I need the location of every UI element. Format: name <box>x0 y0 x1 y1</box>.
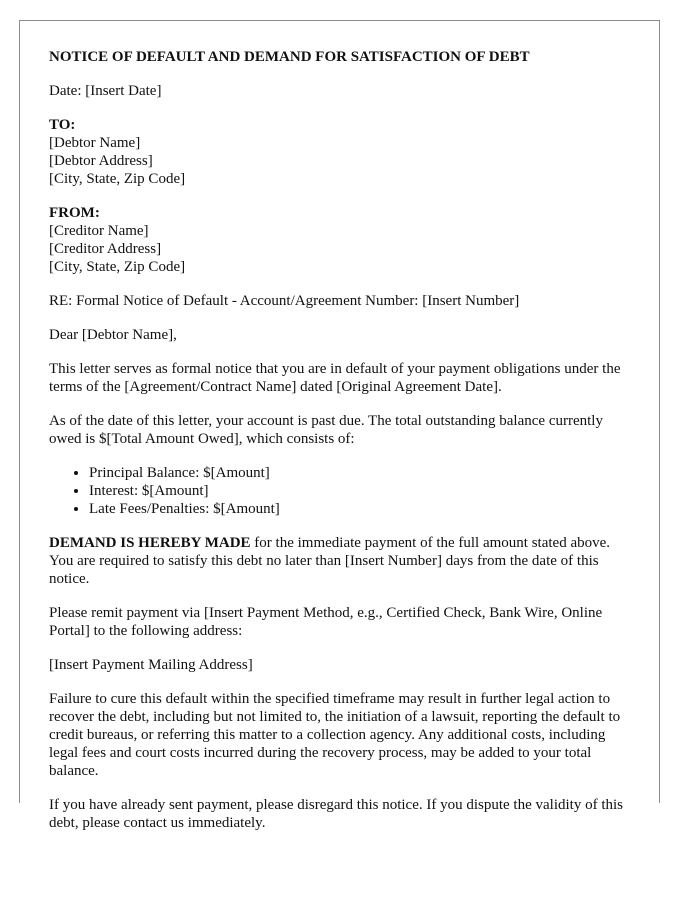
from-label: FROM: <box>49 205 100 221</box>
letter-content <box>20 21 659 832</box>
letter-title: NOTICE OF DEFAULT AND DEMAND FOR SATISFACTION OF DEBT <box>49 49 530 65</box>
creditor-city-state-zip: [City, State, Zip Code] <box>49 259 186 275</box>
paragraph-consequences: Failure to cure this default within the specified timeframe may result in further legal action to recover the debt, including but not limited to, the initiation of a lawsuit, reporting the default to credit bureaus, or referring this matter to a collection agency. Any additional costs, including legal fees and court costs incurred during the recovery process, may be added to your total balance. <box>49 691 621 779</box>
paragraph-default-notice: This letter serves as formal notice that you are in default of your payment obligations under the terms of the [Agreement/Contract Name] dated [Original Agreement Date]. <box>49 361 621 395</box>
letter-page <box>19 20 660 831</box>
demand-text: for the immediate payment of the full amount stated above. You are required to satisfy this debt no later than [Insert Number] days from the date of this notice. <box>49 535 611 587</box>
list-item-interest: • Interest: $[Amount] <box>89 482 630 500</box>
paragraph-balance: As of the date of this letter, your account is past due. The total outstanding balance currently owed is $[Total Amount Owed], which consists of: <box>49 413 603 447</box>
balance-breakdown-list <box>49 464 630 518</box>
debtor-city-state-zip: [City, State, Zip Code] <box>49 171 186 187</box>
debtor-name: [Debtor Name] <box>49 135 141 151</box>
to-label: TO: <box>49 117 76 133</box>
paragraph-payment-method: Please remit payment via [Insert Payment Method, e.g., Certified Check, Bank Wire, Online Portal] to the following address: <box>49 605 603 639</box>
paragraph-dispute-partial: If you have already sent payment, please disregard this notice. If you dispute the validity of this debt, please contact us immediately. <box>49 797 624 831</box>
to-block <box>49 116 630 188</box>
salutation: Dear [Debtor Name], <box>49 327 177 343</box>
re-line: RE: Formal Notice of Default - Account/Agreement Number: [Insert Number] <box>49 293 520 309</box>
demand-emphasis: DEMAND IS HEREBY MADE <box>49 535 251 551</box>
paragraph-demand <box>49 534 630 588</box>
from-block <box>49 204 630 276</box>
payment-address: [Insert Payment Mailing Address] <box>49 657 253 673</box>
creditor-address: [Creditor Address] <box>49 241 162 257</box>
creditor-name: [Creditor Name] <box>49 223 149 239</box>
debtor-address: [Debtor Address] <box>49 153 153 169</box>
date-line: Date: [Insert Date] <box>49 83 162 99</box>
list-item-late-fees: • Late Fees/Penalties: $[Amount] <box>89 500 630 518</box>
list-item-principal: • Principal Balance: $[Amount] <box>89 464 630 482</box>
